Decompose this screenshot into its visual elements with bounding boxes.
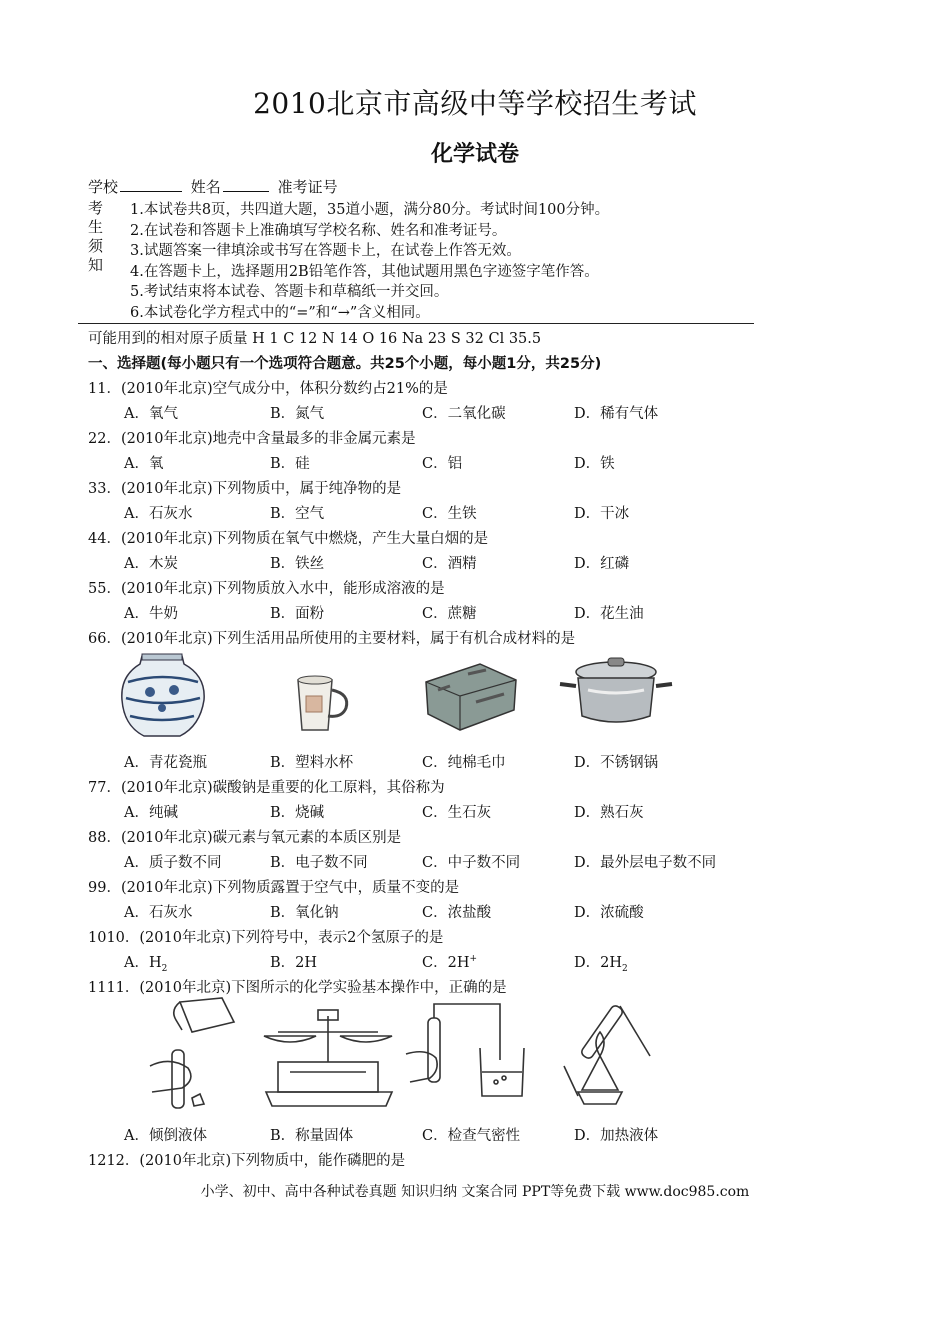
question-stem: 1212．(2010年北京)下列物质中，能作磷肥的是: [88, 1153, 406, 1169]
heating-liquid-image: [564, 1004, 650, 1104]
question-stem: 1111．(2010年北京)下图所示的化学实验基本操作中，正确的是: [88, 980, 507, 996]
option-d: D．红磷: [574, 556, 630, 572]
option-c: C．二氧化碳: [422, 406, 506, 422]
option-b: B．塑料水杯: [270, 755, 354, 771]
subscript: 2: [622, 963, 628, 974]
school-label: 学校: [88, 178, 119, 196]
plastic-cup-image: [298, 676, 347, 730]
option-d: D．浓硫酸: [574, 905, 644, 921]
option-c: C．铝: [422, 456, 463, 472]
airtightness-check-image: [406, 1004, 524, 1096]
section-title: 一、选择题(每小题只有一个选项符合题意。共25个小题，每小题1分，共25分): [88, 356, 602, 372]
question-stem: 55．(2010年北京)下列物质放入水中，能形成溶液的是: [88, 581, 445, 597]
question-stem: 88．(2010年北京)碳元素与氧元素的本质区别是: [88, 830, 402, 846]
atomic-masses: 可能用到的相对原子质量 H 1 C 12 N 14 O 16 Na 23 S 32 Cl 35.5: [88, 331, 542, 347]
option-d: D．最外层电子数不同: [574, 855, 717, 871]
id-label: 准考证号: [277, 178, 338, 196]
option-a: A．质子数不同: [124, 855, 222, 871]
page-footer: 小学、初中、高中各种试卷真题 知识归纳 文案合同 PPT等免费下载 www.doc985.com: [200, 1184, 750, 1200]
option-d: D．熟石灰: [574, 805, 644, 821]
option-a: A．氧气: [124, 406, 178, 422]
note-item: 5.考试结束将本试卷、答题卡和草稿纸一并交回。: [130, 284, 449, 300]
option-a-text: A．H: [124, 955, 162, 971]
option-b: B．面粉: [270, 606, 325, 622]
question-stem: 66．(2010年北京)下列生活用品所使用的主要材料，属于有机合成材料的是: [88, 631, 576, 647]
option-d: [574, 951, 628, 974]
note-item: 4.在答题卡上，选择题用2B铅笔作答，其他试题用黑色字迹签字笔作答。: [130, 263, 599, 280]
option-a: [124, 951, 167, 974]
option-c: C．生石灰: [422, 805, 492, 821]
option-d: D．干冰: [574, 506, 630, 522]
note-item: 3.试题答案一律填涂或书写在答题卡上，在试卷上作答无效。: [130, 243, 521, 259]
superscript: +: [469, 954, 478, 965]
option-b: B．称量固体: [270, 1128, 354, 1144]
question-stem: 33．(2010年北京)下列物质中，属于纯净物的是: [88, 481, 402, 497]
option-c: C．检查气密性: [422, 1128, 521, 1144]
option-a: A．青花瓷瓶: [124, 755, 207, 771]
note-item: 6.本试卷化学方程式中的“=”和“→”含义相同。: [130, 304, 430, 321]
option-a: A．木炭: [124, 556, 178, 572]
option-a: A．石灰水: [124, 506, 193, 522]
question-stem: 77．(2010年北京)碳酸钠是重要的化工原料，其俗称为: [88, 780, 445, 796]
option-c: C．酒精: [422, 556, 477, 572]
option-c: C．生铁: [422, 506, 477, 522]
question-stem: 11．(2010年北京)空气成分中，体积分数约占21%的是: [88, 381, 448, 397]
option-d: D．铁: [574, 456, 615, 472]
option-b: B．电子数不同: [270, 855, 368, 871]
exam-notes: [130, 200, 609, 323]
note-item: 2.在试卷和答题卡上准确填写学校名称、姓名和准考证号。: [130, 222, 507, 239]
question-stem: 99．(2010年北京)下列物质露置于空气中，质量不变的是: [88, 880, 460, 896]
option-b: B．硅: [270, 456, 310, 472]
question-stem: 1010．(2010年北京)下列符号中，表示2个氢原子的是: [88, 930, 444, 946]
option-a: A．氧: [124, 456, 164, 472]
option-d: D．花生油: [574, 606, 644, 622]
question-stem: 22．(2010年北京)地壳中含量最多的非金属元素是: [88, 431, 416, 447]
option-c-text: C．2H: [422, 955, 470, 971]
notes-label-char: 生: [88, 218, 104, 236]
notes-side-label: [88, 199, 108, 275]
pouring-liquid-image: [150, 998, 234, 1108]
q6-figures: [120, 650, 680, 742]
header-divider: [78, 323, 754, 324]
option-c: [422, 951, 477, 972]
option-a: A．牛奶: [124, 606, 178, 622]
exam-subtitle: 化学试卷: [430, 142, 519, 167]
q11-figures: [130, 996, 670, 1118]
option-a: A．倾倒液体: [124, 1128, 207, 1144]
school-blank: [120, 177, 182, 192]
option-d: D．稀有气体: [574, 406, 659, 422]
option-c: C．纯棉毛巾: [422, 755, 506, 771]
student-info-line: [88, 176, 338, 197]
option-d: D．加热液体: [574, 1128, 659, 1144]
stainless-steel-pot-image: [560, 658, 672, 722]
question-stem: 44．(2010年北京)下列物质在氧气中燃烧，产生大量白烟的是: [88, 531, 489, 547]
option-c: C．浓盐酸: [422, 905, 492, 921]
note-item: 1.本试卷共8页，共四道大题，35道小题，满分80分。考试时间100分钟。: [130, 202, 610, 218]
name-label: 姓名: [190, 178, 221, 196]
porcelain-vase-image: [122, 654, 204, 736]
option-b: B．氮气: [270, 406, 325, 422]
notes-label-char: 须: [88, 237, 104, 255]
notes-label-char: 考: [88, 199, 104, 217]
option-b: B．烧碱: [270, 805, 325, 821]
option-a: A．纯碱: [124, 805, 178, 821]
option-b: B．空气: [270, 506, 325, 522]
balance-scale-image: [264, 1010, 392, 1106]
notes-label-char: 知: [88, 256, 104, 274]
option-d: D．不锈钢锅: [574, 755, 659, 771]
option-a: A．石灰水: [124, 905, 193, 921]
option-b: B．2H: [270, 955, 318, 971]
option-d-text: D．2H: [574, 955, 622, 971]
name-blank: [223, 177, 269, 192]
option-c: C．中子数不同: [422, 855, 521, 871]
option-b: B．氧化钠: [270, 905, 339, 921]
cotton-towel-image: [426, 664, 516, 730]
option-c: C．蔗糖: [422, 606, 477, 622]
exam-title: 2010北京市高级中等学校招生考试: [253, 87, 697, 120]
option-b: B．铁丝: [270, 556, 325, 572]
subscript: 2: [161, 963, 168, 974]
